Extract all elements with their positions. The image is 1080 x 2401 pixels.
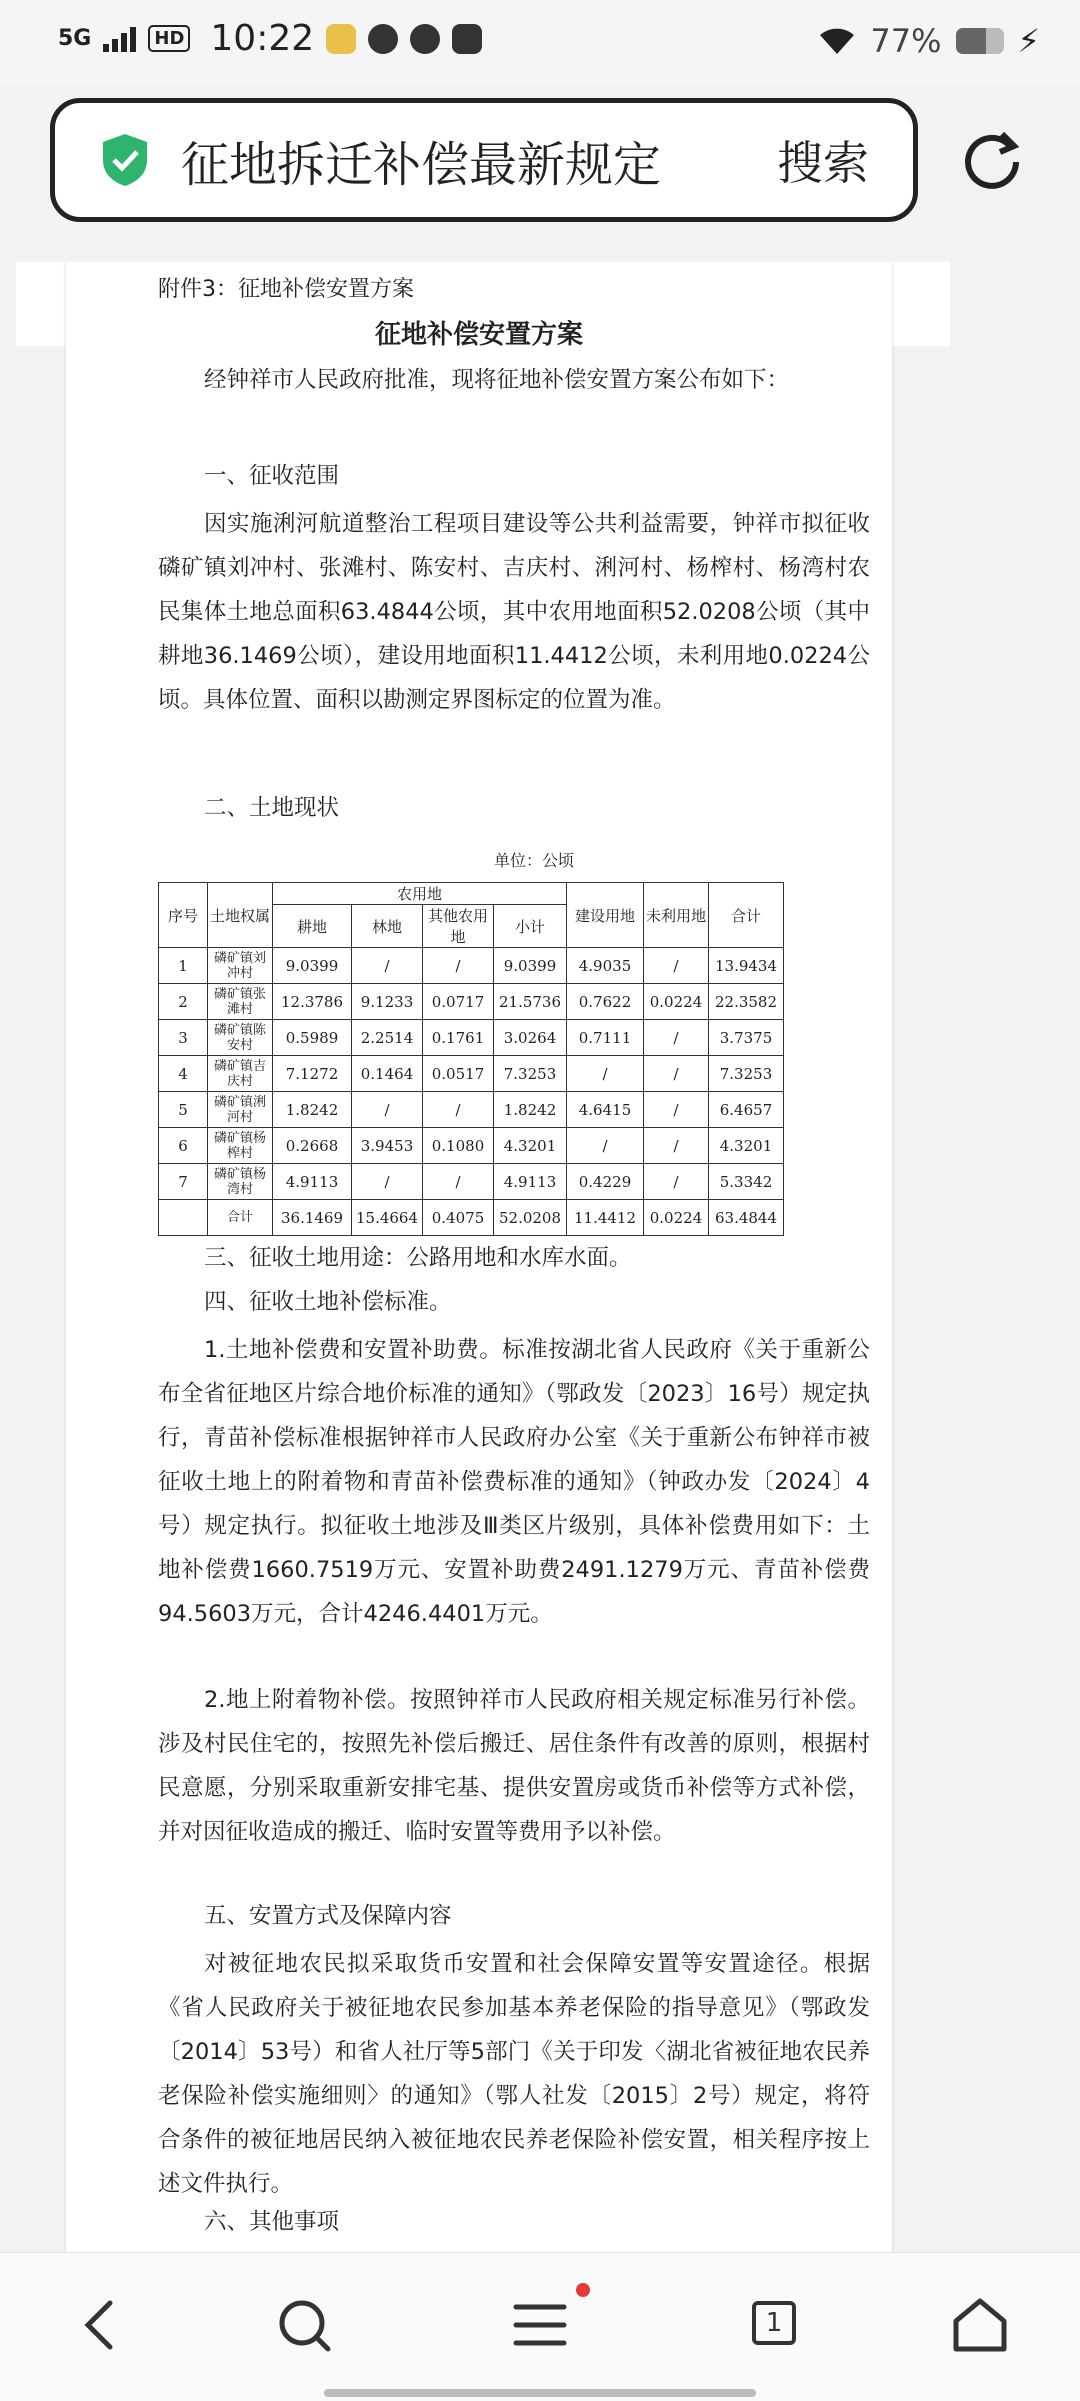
status-bar [0, 0, 1080, 86]
scope-paragraph: 因实施浰河航道整治工程项目建设等公共利益需要，钟祥市拟征收磷矿镇刘冲村、张滩村、陈安村、吉庆村、浰河村、杨榨村、杨湾村农民集体土地总面积63.4844公顷，其中农用地面积52.0208公顷（其中耕地36.1469公顷），建设用地面积11.4412公顷，未利用地0.0224公顷。具体位置、面积以勘测定界图标定的位置为准。 [158, 511, 870, 713]
hd-badge: HD [148, 25, 190, 52]
compensation-paragraph: 1.土地补偿费和安置补助费。标准按湖北省人民政府《关于重新公布全省征地区片综合地价标准的通知》（鄂政发〔2023〕16号）规定执行，青苗补偿标准根据钟祥市人民政府办公室《关于重新公布钟祥市被征收土地上的附着物和青苗补偿费标准的通知》（钟政办发〔2024〕4号）规定执行。拟征收土地涉及Ⅲ类区片级别，具体补偿费用如下：土地补偿费1660.7519万元、安置补助费2491.1279万元、青苗补偿费94.5603万元，合计4246.4401万元。 [158, 1337, 870, 1627]
search-button[interactable]: 搜索 [777, 136, 869, 190]
col-subheader: 林地 [352, 905, 423, 948]
table-cell: 1.8242 [273, 1092, 352, 1128]
table-cell: 7.3253 [709, 1056, 784, 1092]
table-cell: 7.3253 [494, 1056, 567, 1092]
table-cell: / [567, 1128, 644, 1164]
attachments-paragraph: 2.地上附着物补偿。按照钟祥市人民政府相关规定标准另行补偿。涉及村民住宅的，按照先补偿后搬迁、居住条件有改善的原则，根据村民意愿，分别采取重新安排宅基、提供安置房或货币补偿等方式补偿，并对因征收造成的搬迁、临时安置等费用予以补偿。 [158, 1687, 870, 1845]
section-heading: 二、土地现状 [204, 795, 340, 821]
col-header: 土地权属 [208, 883, 273, 948]
back-icon[interactable] [70, 2293, 134, 2357]
table-cell: 4.3201 [494, 1128, 567, 1164]
search-bar[interactable] [50, 98, 918, 222]
table-cell: 磷矿镇张滩村 [208, 984, 273, 1020]
col-header: 未利用地 [644, 883, 709, 948]
table-cell: 4.6415 [567, 1092, 644, 1128]
table-cell: 磷矿镇杨榨村 [208, 1128, 273, 1164]
table-cell: 0.1080 [423, 1128, 494, 1164]
table-cell: 2 [159, 984, 208, 1020]
notification-taobao-icon [452, 24, 482, 54]
table-cell: 12.3786 [273, 984, 352, 1020]
table-cell: 磷矿镇杨湾村 [208, 1164, 273, 1200]
table-cell: 1 [159, 948, 208, 984]
table-cell: 22.3582 [709, 984, 784, 1020]
col-header: 农用地 [273, 883, 567, 905]
table-cell: / [423, 948, 494, 984]
menu-icon[interactable] [508, 2293, 572, 2357]
document-page [66, 262, 892, 2252]
table-cell: 36.1469 [273, 1200, 352, 1236]
table-cell: 21.5736 [494, 984, 567, 1020]
table-cell: 0.0517 [423, 1056, 494, 1092]
col-header: 建设用地 [567, 883, 644, 948]
table-row [159, 984, 784, 1020]
table-cell: 0.1761 [423, 1020, 494, 1056]
table-cell: / [352, 948, 423, 984]
table-cell: / [644, 1092, 709, 1128]
table-cell: 52.0208 [494, 1200, 567, 1236]
table-cell: 2.2514 [352, 1020, 423, 1056]
table-cell: 6.4657 [709, 1092, 784, 1128]
battery-percent: 77% [870, 22, 942, 60]
table-cell: / [644, 1020, 709, 1056]
table-cell: 3.9453 [352, 1128, 423, 1164]
table-cell: 9.0399 [273, 948, 352, 984]
table-cell: / [352, 1164, 423, 1200]
tabs-button[interactable] [744, 2293, 808, 2357]
charging-icon: ⚡ [1017, 22, 1040, 60]
table-cell: 0.0717 [423, 984, 494, 1020]
table-cell: / [644, 1056, 709, 1092]
intro-paragraph: 经钟祥市人民政府批准，现将征地补偿安置方案公布如下： [204, 367, 790, 393]
section-heading: 四、征收土地补偿标准。 [204, 1289, 452, 1315]
table-cell: / [567, 1056, 644, 1092]
table-cell: / [644, 1164, 709, 1200]
table-cell: / [423, 1164, 494, 1200]
wifi-icon [818, 26, 856, 56]
table-cell: 0.7111 [567, 1020, 644, 1056]
table-cell: 0.4075 [423, 1200, 494, 1236]
col-header: 序号 [159, 883, 208, 948]
table-cell: 5.3342 [709, 1164, 784, 1200]
table-cell: 磷矿镇陈安村 [208, 1020, 273, 1056]
notification-play-icon [410, 24, 440, 54]
table-cell: 5 [159, 1092, 208, 1128]
table-cell: 9.1233 [352, 984, 423, 1020]
table-cell: / [644, 948, 709, 984]
clock: 10:22 [210, 18, 315, 59]
table-cell: 4.9113 [494, 1164, 567, 1200]
table-row [159, 1164, 784, 1200]
signal-icon [103, 26, 136, 52]
battery-icon [956, 28, 1004, 54]
menu-badge [576, 2283, 590, 2297]
notification-app-icon [368, 24, 398, 54]
section-heading: 一、征收范围 [204, 463, 340, 489]
table-cell: 3.0264 [494, 1020, 567, 1056]
notification-app-icon [326, 24, 356, 54]
table-row [159, 1020, 784, 1056]
table-cell: 0.0224 [644, 1200, 709, 1236]
table-cell: 11.4412 [567, 1200, 644, 1236]
table-cell: 4.3201 [709, 1128, 784, 1164]
table-cell: 4 [159, 1056, 208, 1092]
table-cell: 磷矿镇刘冲村 [208, 948, 273, 984]
table-cell: / [644, 1128, 709, 1164]
table-cell: 3 [159, 1020, 208, 1056]
shield-check-icon [99, 132, 151, 188]
table-cell: 0.0224 [644, 984, 709, 1020]
refresh-icon[interactable] [960, 128, 1024, 192]
table-row [159, 1092, 784, 1128]
document-title: 征地补偿安置方案 [374, 320, 583, 350]
tabs-count: 1 [752, 2301, 796, 2345]
unit-label: 单位：公顷 [494, 851, 575, 870]
table-row [159, 1200, 784, 1236]
section-heading: 五、安置方式及保障内容 [204, 1903, 452, 1929]
table-cell: / [352, 1092, 423, 1128]
search-input[interactable]: 征地拆迁补偿最新规定 [181, 136, 662, 193]
table-row [159, 948, 784, 984]
section-heading: 三、征收土地用途：公路用地和水库水面。 [204, 1245, 632, 1271]
bottom-nav [0, 2252, 1080, 2401]
table-cell: 磷矿镇吉庆村 [208, 1056, 273, 1092]
table-row [159, 1128, 784, 1164]
table-cell: 7.1272 [273, 1056, 352, 1092]
col-subheader: 其他农用地 [423, 905, 494, 948]
table-cell: 0.2668 [273, 1128, 352, 1164]
home-icon[interactable] [948, 2293, 1012, 2357]
col-subheader: 耕地 [273, 905, 352, 948]
col-subheader: 小计 [494, 905, 567, 948]
table-cell: 13.9434 [709, 948, 784, 984]
table-cell: 合计 [208, 1200, 273, 1236]
table-cell: 3.7375 [709, 1020, 784, 1056]
search-icon[interactable] [272, 2293, 336, 2357]
document-viewer[interactable] [0, 262, 1080, 2252]
table-cell: 0.1464 [352, 1056, 423, 1092]
table-cell: 0.7622 [567, 984, 644, 1020]
table-cell [159, 1200, 208, 1236]
table-cell: 7 [159, 1164, 208, 1200]
land-status-table [158, 882, 784, 1236]
table-cell: 0.5989 [273, 1020, 352, 1056]
table-cell: 磷矿镇浰河村 [208, 1092, 273, 1128]
table-cell: / [423, 1092, 494, 1128]
table-cell: 1.8242 [494, 1092, 567, 1128]
table-cell: 15.4664 [352, 1200, 423, 1236]
section-heading: 六、其他事项 [204, 2209, 340, 2235]
resettlement-paragraph: 对被征地农民拟采取货币安置和社会保障安置等安置途径。根据《省人民政府关于被征地农民参加基本养老保险的指导意见》（鄂政发〔2014〕53号）和省人社厅等5部门《关于印发〈湖北省被征地农民养老保险补偿实施细则〉的通知》（鄂人社发〔2015〕2号）规定，将符合条件的被征地居民纳入被征地农民养老保险补偿安置，相关程序按上述文件执行。 [158, 1951, 870, 2197]
home-indicator[interactable] [324, 2389, 756, 2397]
table-cell: 0.4229 [567, 1164, 644, 1200]
attachment-label: 附件3：征地补偿安置方案 [158, 277, 414, 302]
table-cell: 63.4844 [709, 1200, 784, 1236]
table-cell: 9.0399 [494, 948, 567, 984]
table-cell: 6 [159, 1128, 208, 1164]
network-type: 5G [58, 25, 92, 51]
table-cell: 4.9113 [273, 1164, 352, 1200]
table-cell: 4.9035 [567, 948, 644, 984]
col-header: 合计 [709, 883, 784, 948]
table-row [159, 1056, 784, 1092]
